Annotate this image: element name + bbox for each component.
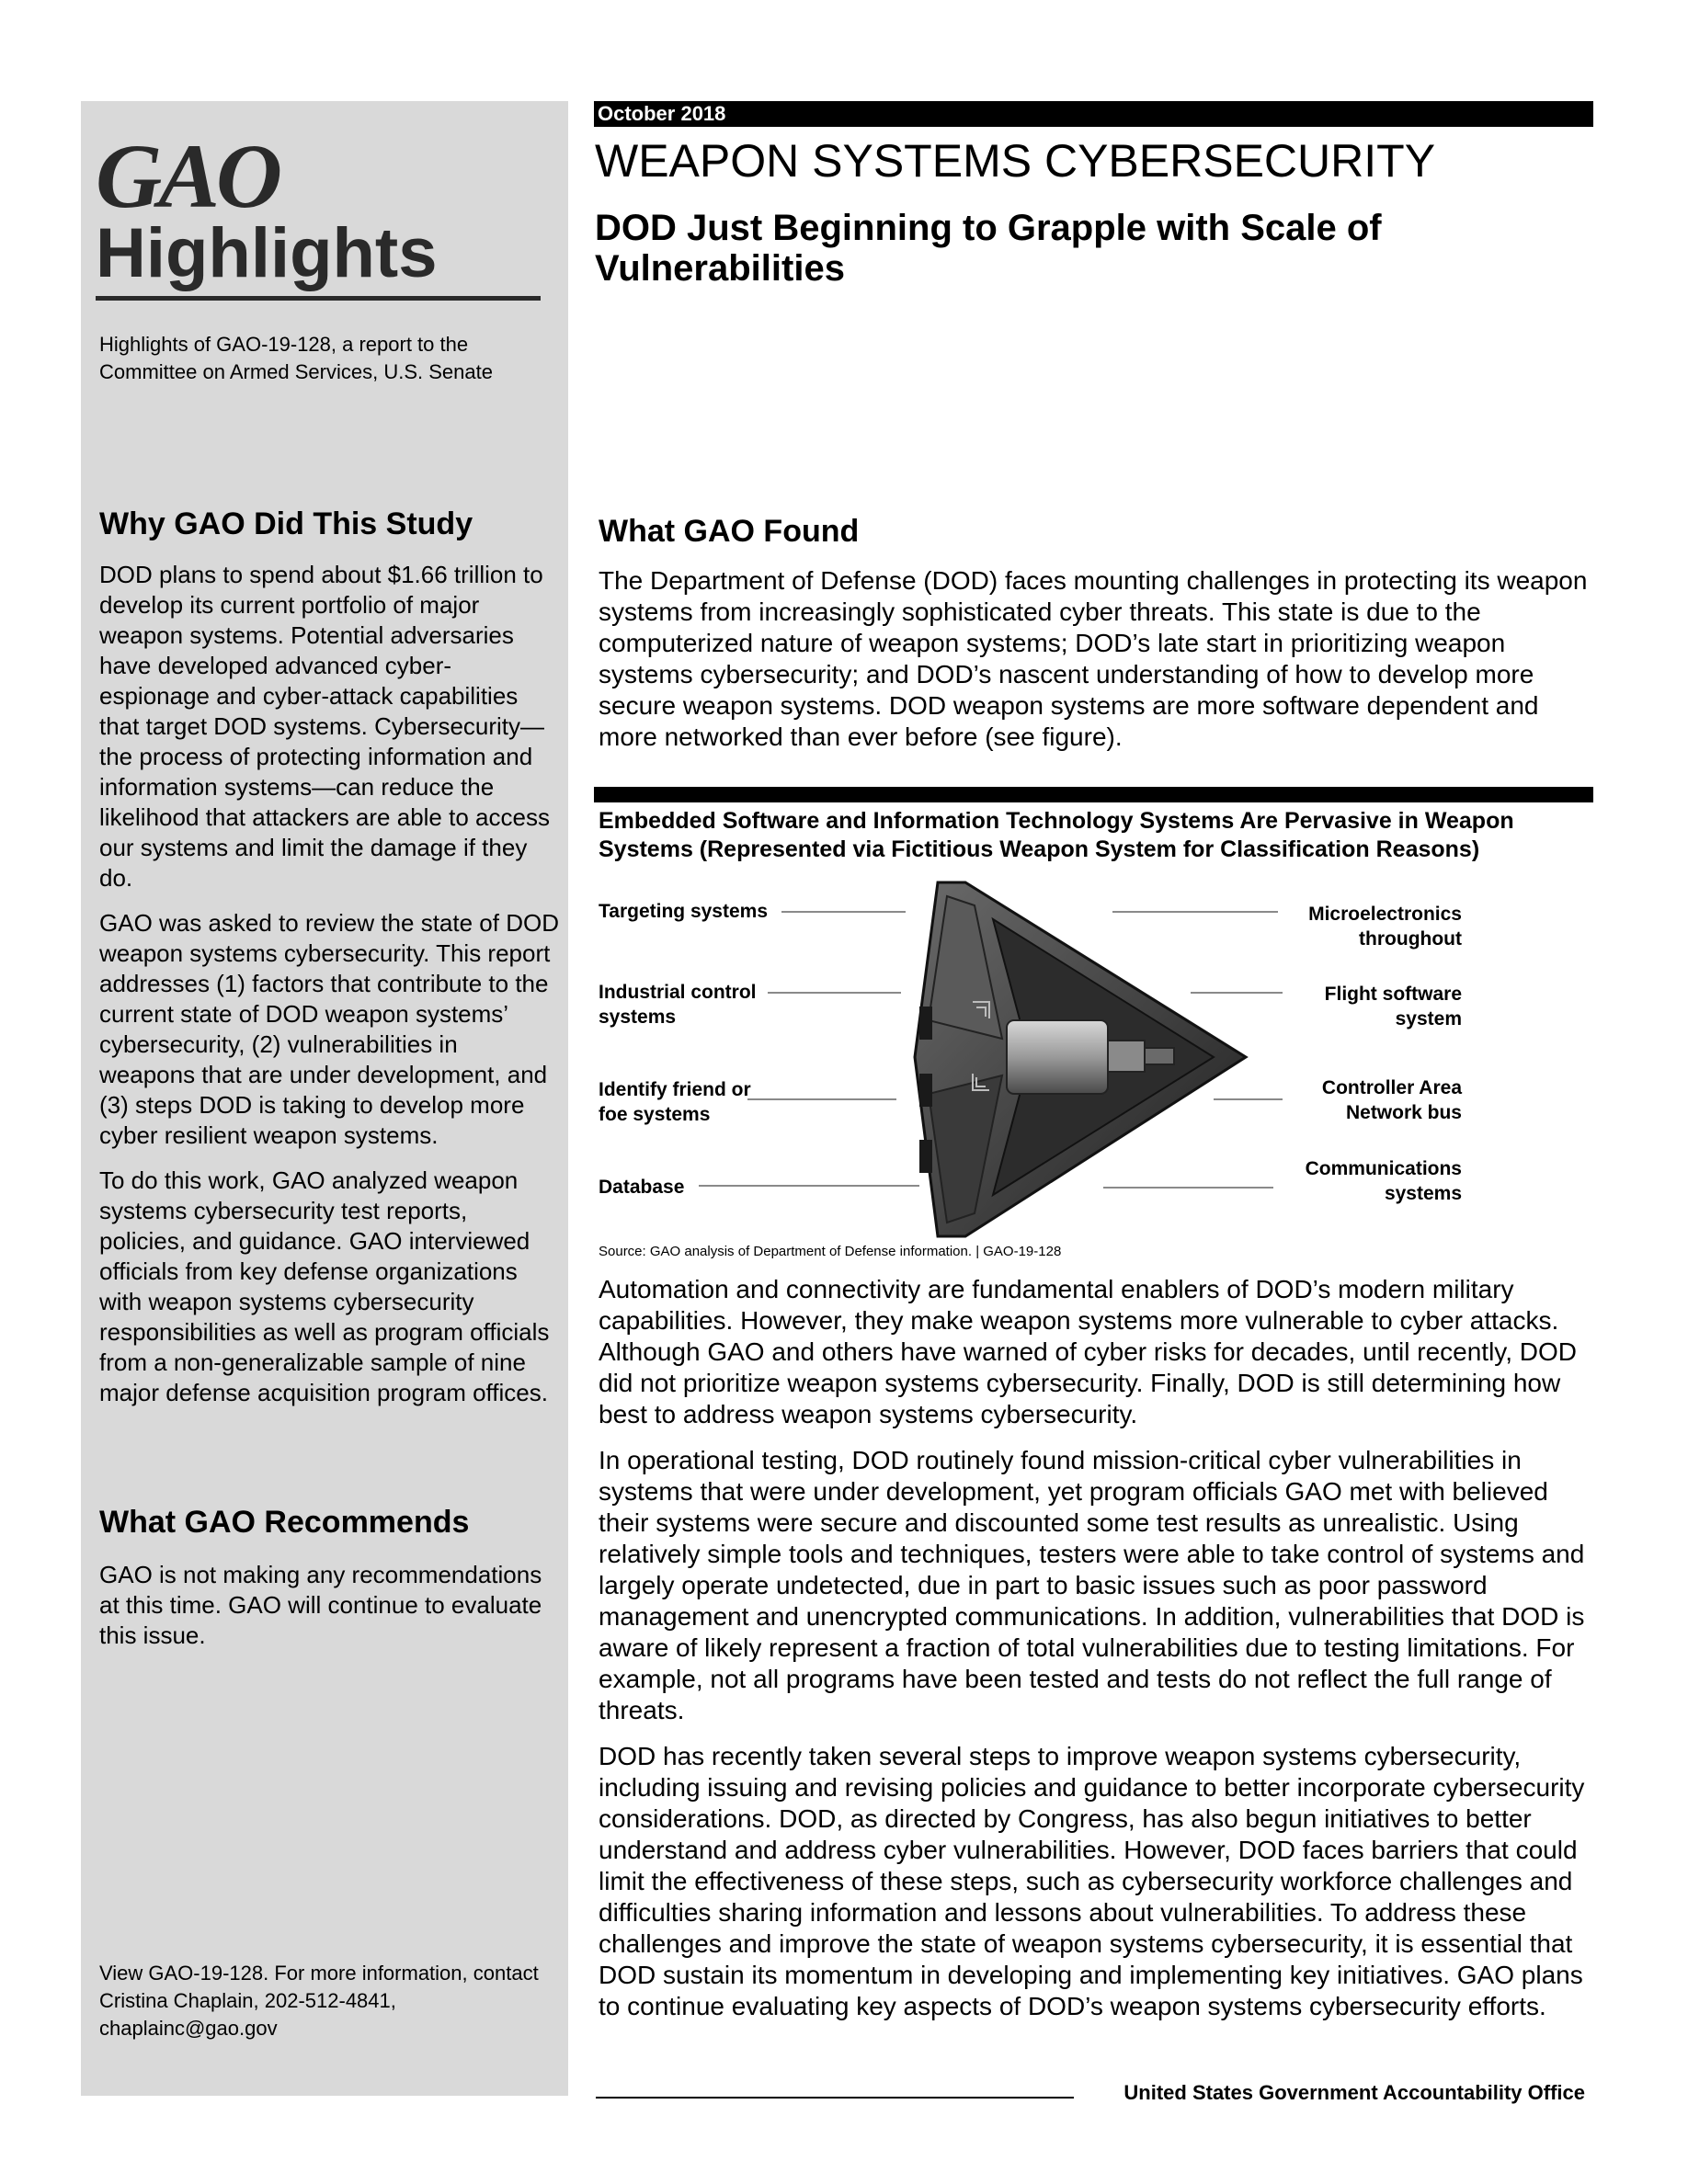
figure-title: Embedded Software and Information Technology Systems Are Pervasive in Weapon Systems (Represented via Fictitious Weapon System for Classification Reasons) — [599, 808, 1514, 862]
found-paragraph: Automation and connectivity are fundamental enablers of DOD’s modern military capabilities. However, they make weapon systems more vulnerable to cyber attacks. Although GAO and others have warned of cyber risks for decades, until recently, DOD did not prioritize weapon systems cybersecurity. Finally, DOD is still determining how best to address weapon systems cybersecurity. — [599, 1275, 1577, 1428]
why-paragraph: To do this work, GAO analyzed weapon systems cybersecurity test reports, policies, and guidance. GAO interviewed officials from key defense organizations with weapon systems cybersecurity responsibilities as well as program officials from a non-generalizable sample of nine major defense acquisition program offices. — [99, 1166, 550, 1406]
why-paragraph: GAO was asked to review the state of DOD weapon systems cybersecurity. This report addresses (1) factors that contribute to the current state of DOD weapon systems’ cybersecurity, (2) vulnerabilities in weapons that are under development, and (3) steps DOD is taking to develop more cyber resilient weapon systems. — [99, 909, 559, 1149]
footer-org: United States Government Accountability Office — [1123, 2081, 1585, 2104]
recommends-heading: What GAO Recommends — [99, 1505, 470, 1540]
found-body — [599, 1274, 1591, 2037]
logo-title: Highlights — [96, 214, 438, 292]
label-targeting-systems: Targeting systems — [599, 901, 769, 922]
label-industrial-control-systems: Industrial control systems — [599, 982, 757, 1028]
date-bar: October 2018 — [594, 101, 1593, 127]
report-note: Highlights of GAO-19-128, a report to the Committee on Armed Services, U.S. Senate — [99, 333, 493, 383]
label-flight-software-system: Flight software system — [1324, 984, 1462, 1029]
label-identify-friend-or-foe-systems: Identify friend or foe systems — [599, 1079, 751, 1125]
figure-source: Source: GAO analysis of Department of Defense information. | GAO-19-128 — [599, 1244, 1062, 1259]
why-heading: Why GAO Did This Study — [99, 506, 473, 541]
label-database: Database — [599, 1177, 685, 1198]
found-heading: What GAO Found — [599, 514, 860, 549]
page-title: WEAPON SYSTEMS CYBERSECURITY — [595, 135, 1436, 187]
why-paragraph: DOD plans to spend about $1.66 trillion to develop its current portfolio of major weapon systems. Potential adversaries have developed advanced cyber-espionage and cyber-attack capabilities that target DOD systems. Cybersecurity—the process of protecting information and information systems—can reduce the likelihood that attackers are able to access our systems and limit the damage if they do. — [99, 561, 550, 892]
page-subtitle: DOD Just Beginning to Grapple with Scale of Vulnerabilities — [595, 208, 1382, 289]
footer-rule — [596, 2097, 1074, 2099]
contact-info: View GAO-19-128. For more information, contact Cristina Chaplain, 202-512-4841, chaplainc@gao.gov — [99, 1962, 539, 2040]
found-intro: The Department of Defense (DOD) faces mounting challenges in protecting its weapon systems from increasingly sophisticated cyber threats. This state is due to the computerized nature of weapon systems; DOD’s late start in prioritizing weapon systems cybersecurity; and DOD’s nascent understanding of how to develop more secure weapon systems. DOD weapon systems are more software dependent and more networked than ever before (see figure). — [599, 566, 1588, 751]
found-paragraph: In operational testing, DOD routinely found mission-critical cyber vulnerabilities in systems that were under development, yet program officials GAO met with believed their systems were secure and discounted some test results as unrealistic. Using relatively simple tools and techniques, testers were able to take control of systems and largely operate undetected, due in part to basic issues such as poor password management and unencrypted communications. In addition, vulnerabilities that DOD is aware of likely represent a fraction of total vulnerabilities due to testing limitations. For example, not all programs have been tested and tests do not reflect the full range of threats. — [599, 1446, 1585, 1724]
logo-mark: GAO — [96, 125, 279, 227]
label-microelectronics-throughout: Microelectronics throughout — [1308, 904, 1462, 950]
recommends-text: GAO is not making any recommendations at this time. GAO will continue to evaluate this issue. — [99, 1561, 542, 1649]
label-communications-systems: Communications systems — [1305, 1158, 1462, 1204]
found-paragraph: DOD has recently taken several steps to improve weapon systems cybersecurity, including issuing and revising policies and guidance to better incorporate cybersecurity considerations. DOD, as directed by Congress, has also begun initiatives to better understand and address cyber vulnerabilities. However, DOD faces barriers that could limit the effectiveness of these steps, such as cybersecurity workforce challenges and difficulties sharing information and lessons about vulnerabilities. To address these challenges and improve the state of weapon systems cybersecurity, it is essential that DOD sustain its momentum in developing and implementing key initiatives. GAO plans to continue evaluating key aspects of DOD’s weapon systems cybersecurity efforts. — [599, 1742, 1585, 2020]
label-controller-area-network-bus: Controller Area Network bus — [1321, 1077, 1462, 1123]
